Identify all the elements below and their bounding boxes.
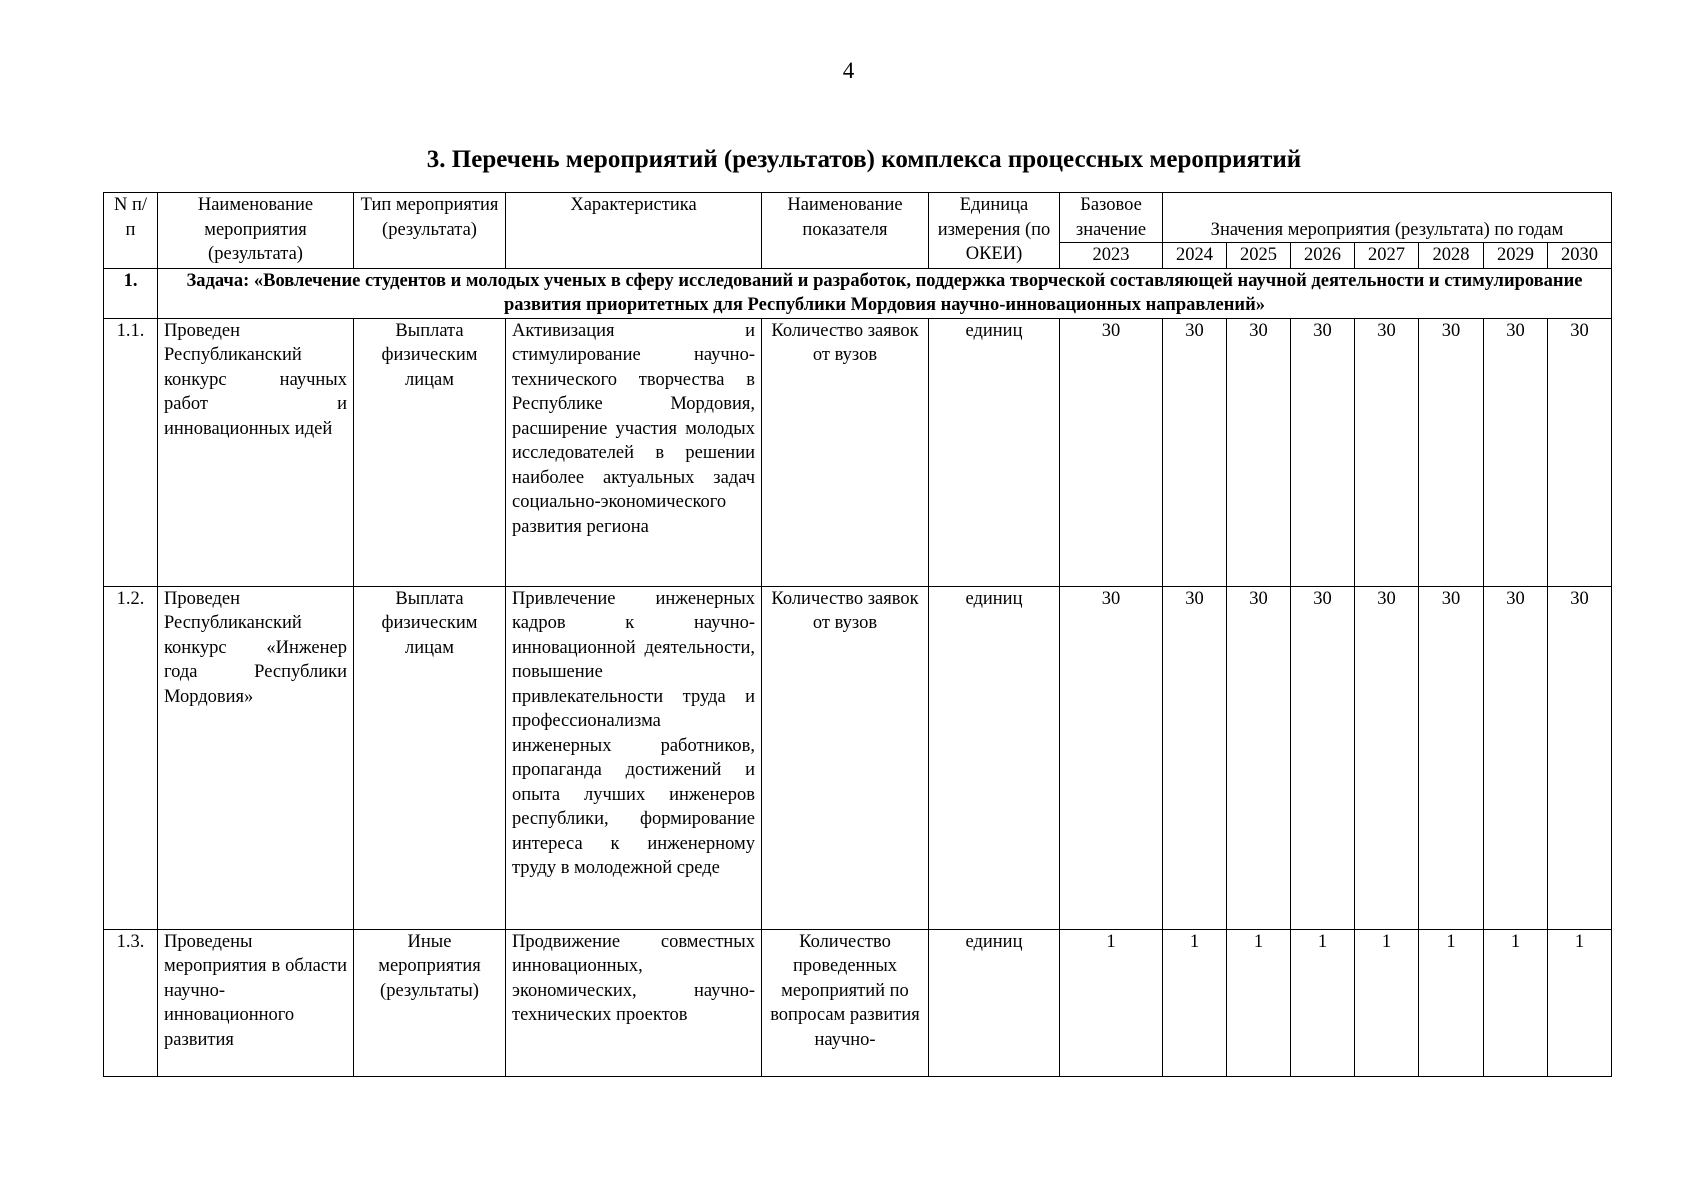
table-row <box>104 586 1612 929</box>
row-name: Проведены мероприятия в области научно-инновационного развития <box>158 929 354 1076</box>
row-name: Проведен Республиканский конкурс научных работ и инновационных идей <box>158 318 354 586</box>
header-year: 2027 <box>1355 243 1419 269</box>
row-type: Иные мероприятия (результаты) <box>354 929 506 1076</box>
header-year: 2026 <box>1291 243 1355 269</box>
header-type: Тип мероприятия (результата) <box>354 193 506 269</box>
header-name: Наименование мероприятия (результата) <box>158 193 354 269</box>
row-num: 1.3. <box>104 929 158 1076</box>
header-base: Базовое значение <box>1060 193 1163 243</box>
table-row <box>104 929 1612 1076</box>
header-years-group: Значения мероприятия (результата) по годам <box>1163 193 1612 243</box>
row-value: 30 <box>1227 586 1291 929</box>
header-year: 2024 <box>1163 243 1227 269</box>
header-indicator: Наименование показателя <box>762 193 929 269</box>
row-characteristic: Привлечение инженерных кадров к научно-инновационной деятельности, повышение привлекательности труда и профессионализма инженерных работников, пропаганда достижений и опыта лучших инженеров республики, формирование интереса к инженерному труду в молодежной среде <box>506 586 762 929</box>
row-num: 1.2. <box>104 586 158 929</box>
row-value: 30 <box>1419 318 1484 586</box>
row-type: Выплата физическим лицам <box>354 586 506 929</box>
row-num: 1.1. <box>104 318 158 586</box>
task-text: Задача: «Вовлечение студентов и молодых ученых в сферу исследований и разработок, поддержка творческой составляющей научной деятельности и стимулирование развития приоритетных для Республики Мордовия научно-инновационных направлений» <box>158 268 1612 318</box>
row-value: 30 <box>1355 586 1419 929</box>
row-base-value: 30 <box>1060 586 1163 929</box>
row-indicator: Количество заявок от вузов <box>762 586 929 929</box>
row-characteristic: Продвижение совместных инновационных, экономических, научно-технических проектов <box>506 929 762 1076</box>
page-number: 4 <box>842 58 855 83</box>
row-value: 1 <box>1227 929 1291 1076</box>
header-year: 2030 <box>1548 243 1612 269</box>
task-num: 1. <box>104 268 158 318</box>
section-title: 3. Перечень мероприятий (результатов) комплекса процессных мероприятий <box>426 146 1302 173</box>
row-value: 30 <box>1163 318 1227 586</box>
header-row <box>104 193 1612 243</box>
header-year: 2029 <box>1484 243 1548 269</box>
row-name: Проведен Республиканский конкурс «Инженер года Республики Мордовия» <box>158 586 354 929</box>
header-year: 2028 <box>1419 243 1484 269</box>
header-year: 2025 <box>1227 243 1291 269</box>
row-value: 1 <box>1291 929 1355 1076</box>
row-value: 30 <box>1419 586 1484 929</box>
row-characteristic: Активизация и стимулирование научно-технического творчества в Республике Мордовия, расширение участия молодых исследователей в решении наиболее актуальных задач социально-экономического развития региона <box>506 318 762 586</box>
row-value: 30 <box>1484 318 1548 586</box>
task-row <box>104 268 1612 318</box>
row-indicator: Количество проведенных мероприятий по вопросам развития научно- <box>762 929 929 1076</box>
row-base-value: 1 <box>1060 929 1163 1076</box>
row-value: 1 <box>1484 929 1548 1076</box>
row-unit: единиц <box>929 929 1060 1076</box>
row-unit: единиц <box>929 586 1060 929</box>
row-value: 1 <box>1548 929 1612 1076</box>
row-value: 30 <box>1291 318 1355 586</box>
header-unit: Единица измерения (по ОКЕИ) <box>929 193 1060 269</box>
row-unit: единиц <box>929 318 1060 586</box>
row-indicator: Количество заявок от вузов <box>762 318 929 586</box>
row-value: 30 <box>1163 586 1227 929</box>
row-type: Выплата физическим лицам <box>354 318 506 586</box>
row-base-value: 30 <box>1060 318 1163 586</box>
row-value: 30 <box>1355 318 1419 586</box>
header-num: N п/п <box>104 193 158 269</box>
row-value: 30 <box>1548 586 1612 929</box>
row-value: 1 <box>1355 929 1419 1076</box>
row-value: 30 <box>1484 586 1548 929</box>
measures-table <box>103 192 1612 1077</box>
row-value: 30 <box>1227 318 1291 586</box>
table-row <box>104 318 1612 586</box>
row-value: 1 <box>1419 929 1484 1076</box>
row-value: 30 <box>1548 318 1612 586</box>
row-value: 30 <box>1291 586 1355 929</box>
row-value: 1 <box>1163 929 1227 1076</box>
header-base-year: 2023 <box>1060 243 1163 269</box>
header-characteristic: Характеристика <box>506 193 762 269</box>
